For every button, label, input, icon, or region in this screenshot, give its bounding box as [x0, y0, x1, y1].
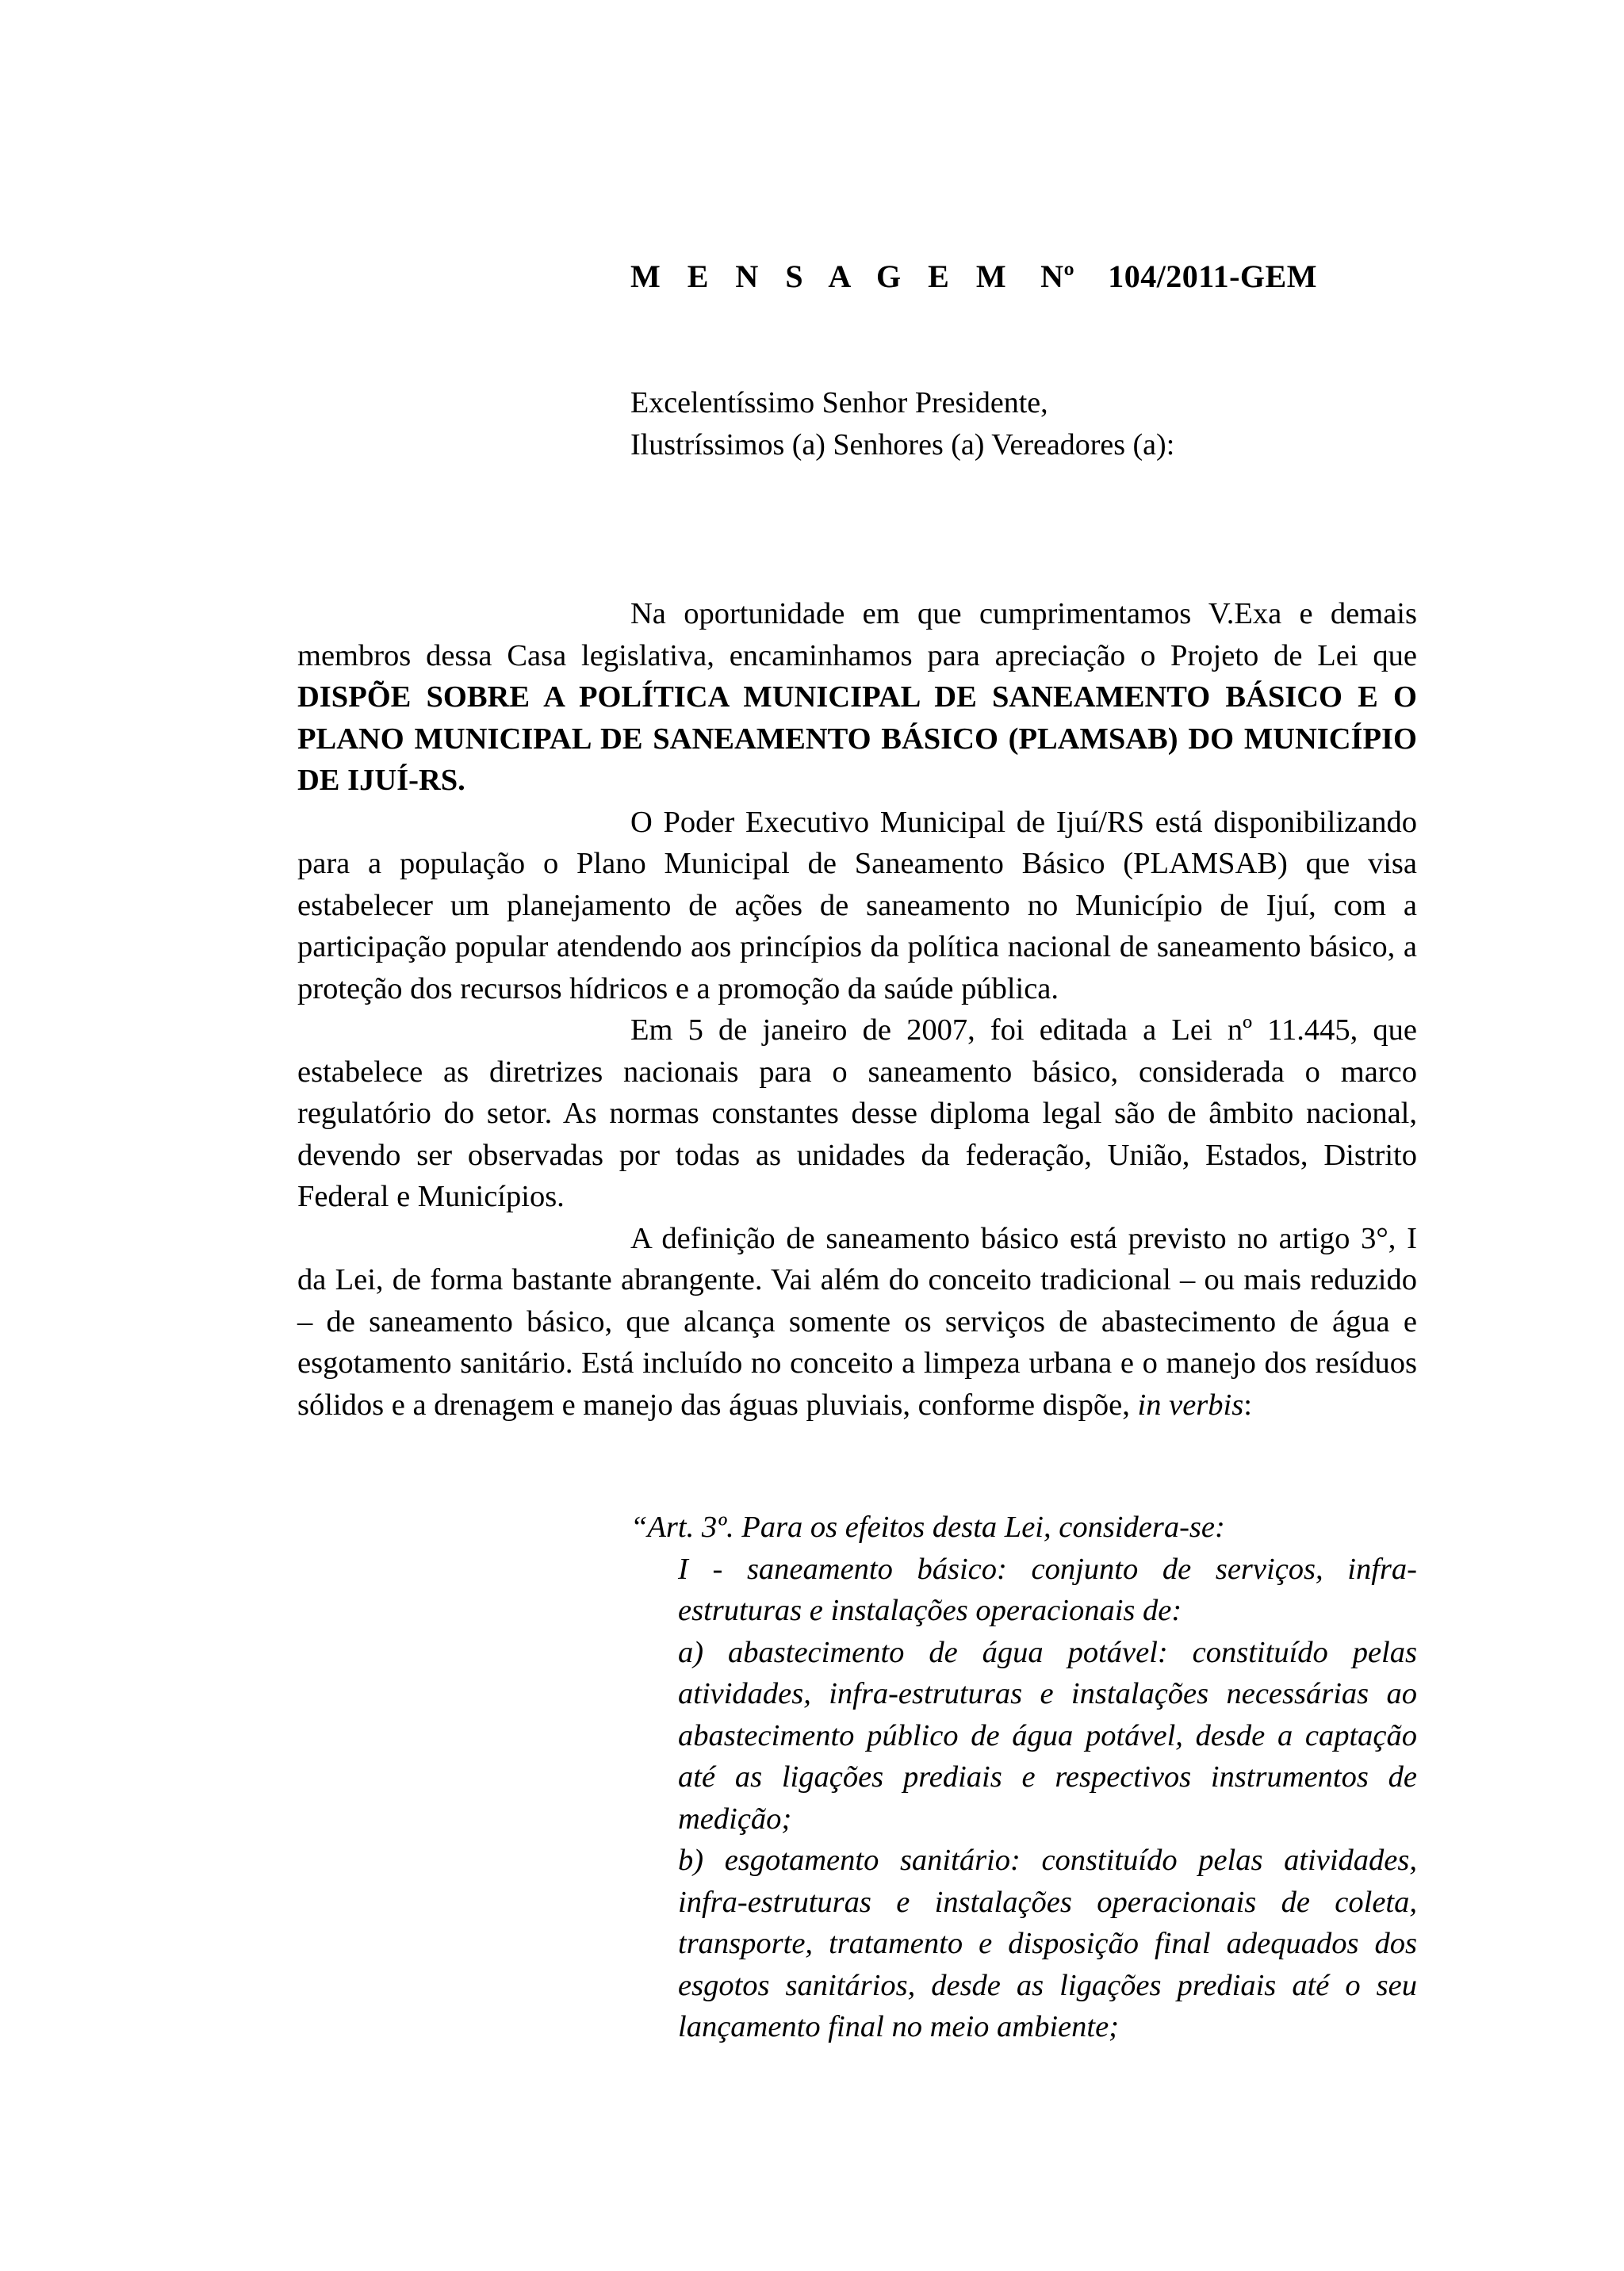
quote-item-b: b) esgotamento sanitário: constituído pelas atividades, infra-estruturas e instalações operacionais de coleta, transporte, tratamento e disposição final adequados dos esgotos sanitários, desde as ligações prediais até o seu lançamento final no meio ambiente;	[678, 1844, 1417, 2043]
message-title-word: M E N S A G E M	[630, 259, 1016, 294]
message-body	[297, 593, 1417, 1426]
salutation-president: Excelentíssimo Senhor Presidente,	[630, 386, 1048, 419]
message-title	[630, 258, 1317, 295]
quote-item-i: I - saneamento básico: conjunto de serviços, infra-estruturas e instalações operacionais de:	[678, 1552, 1417, 1627]
paragraph-definition-end: :	[1243, 1388, 1252, 1422]
salutation	[630, 382, 1174, 466]
law-quote	[630, 1507, 1417, 2048]
paragraph-intro	[297, 593, 1417, 802]
quote-item-a: a) abastecimento de água potável: constituído pelas atividades, infra-estruturas e instalações necessárias ao abastecimento público de água potável, desde a captação até as ligações prediais e respectivos instrumentos de medição;	[678, 1635, 1417, 1836]
paragraph-definition-text: A definição de saneamento básico está previsto no artigo 3°, I da Lei, de forma bastante abrangente. Vai além do conceito tradicional – ou mais reduzido – de saneamento básico, que alcança somente os serviços de abastecimento de água e esgotamento sanitário. Está incluído no conceito a limpeza urbana e o manejo dos resíduos sólidos e a drenagem e manejo das águas pluviais, conforme dispõe,	[297, 1221, 1417, 1422]
quote-article-head: “Art. 3º. Para os efeitos desta Lei, considera-se:	[630, 1511, 1225, 1544]
paragraph-intro-text: Na oportunidade em que cumprimentamos V.Exa e demais membros dessa Casa legislativa, encaminhamos para apreciação o Projeto de Lei que	[297, 597, 1417, 672]
paragraph-definition	[297, 1218, 1417, 1427]
message-number-label: Nº	[1040, 259, 1075, 294]
in-verbis: in verbis	[1137, 1388, 1244, 1422]
paragraph-plamsab: O Poder Executivo Municipal de Ijuí/RS está disponibilizando para a população o Plano Municipal de Saneamento Básico (PLAMSAB) que visa estabelecer um planejamento de ações de saneamento no Município de Ijuí, com a participação popular atendendo aos princípios da política nacional de saneamento básico, a proteção dos recursos hídricos e a promoção da saúde pública.	[297, 805, 1417, 1005]
bill-title: DISPÕE SOBRE A POLÍTICA MUNICIPAL DE SANEAMENTO BÁSICO E O PLANO MUNICIPAL DE SANEAMENTO BÁSICO (PLAMSAB) DO MUNICÍPIO DE IJUÍ-RS.	[297, 680, 1417, 797]
paragraph-law: Em 5 de janeiro de 2007, foi editada a Lei nº 11.445, que estabelece as diretrizes nacionais para o saneamento básico, considerada o marco regulatório do setor. As normas constantes desse diploma legal são de âmbito nacional, devendo ser observadas por todas as unidades da federação, União, Estados, Distrito Federal e Municípios.	[297, 1013, 1417, 1213]
message-number: 104/2011-GEM	[1108, 259, 1317, 294]
salutation-councilors: Ilustríssimos (a) Senhores (a) Vereadores (a):	[630, 428, 1175, 461]
